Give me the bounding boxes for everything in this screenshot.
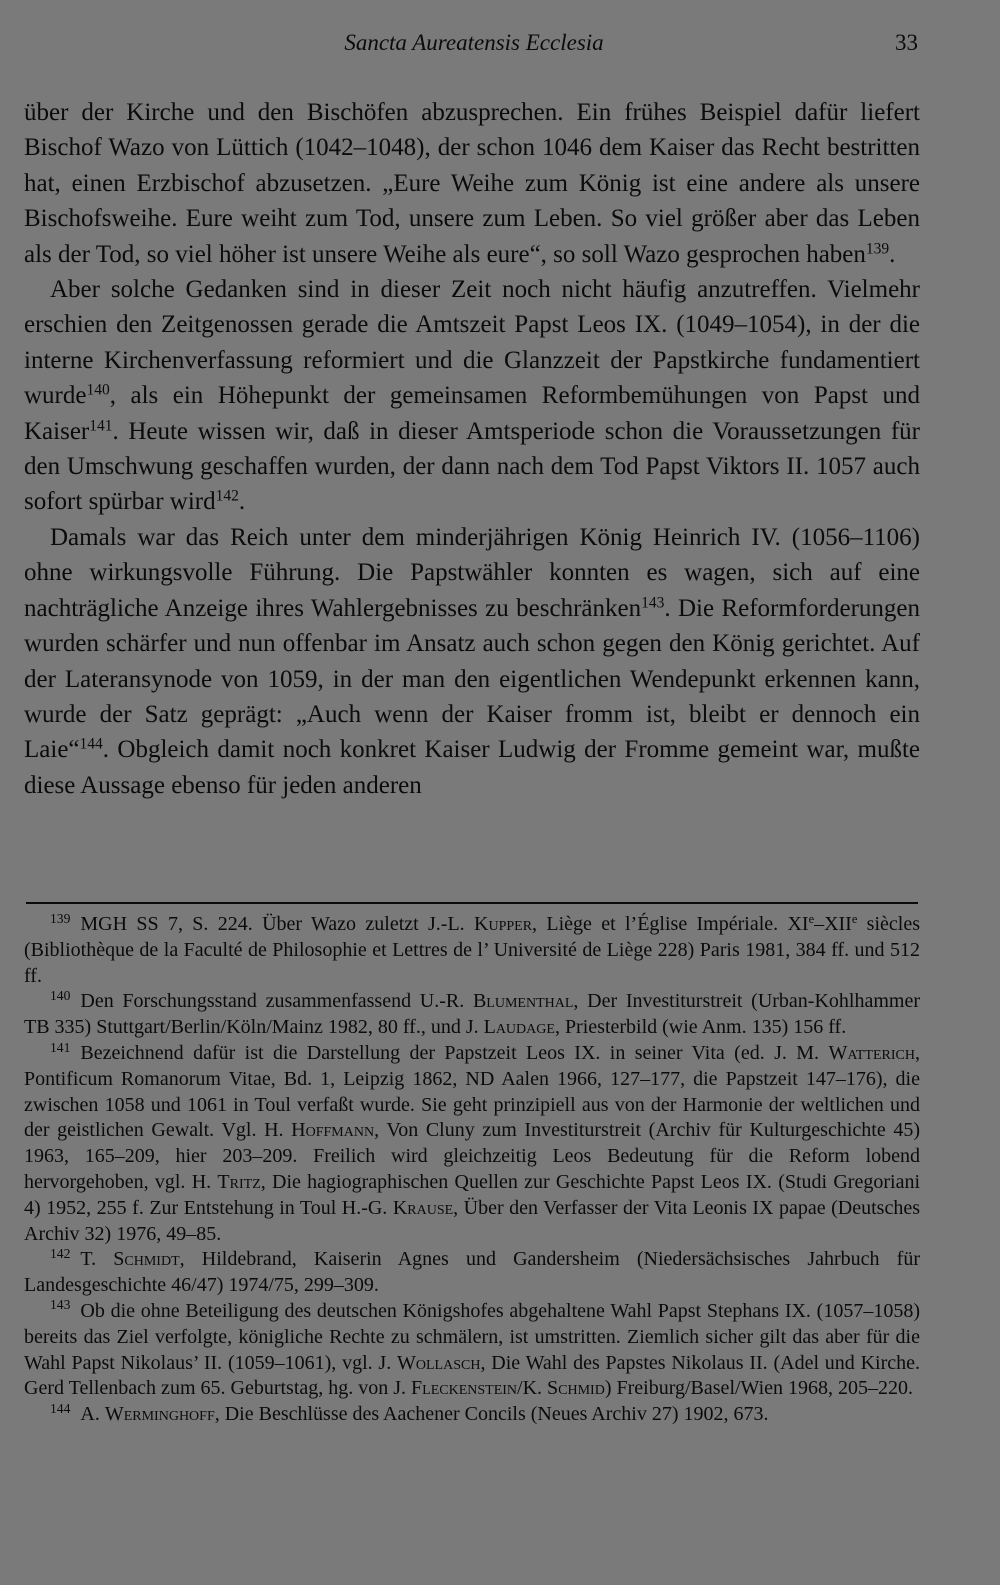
footnote-number: 139 [50, 910, 71, 926]
footnote-ref[interactable]: 143 [641, 594, 665, 612]
footnote-143: $^{143}$ Ob die ohne Beteiligung des deutschen Königshofes abgehaltene Wahl Papst Stephans IX. (1057–1058) bereits das Ziel verfolgte, königliche Rechte zu schmälern, ist umstritten. Ziemlich sicher gilt das aber für die Wahl Papst Nikolaus’ II. (1059–1061), vgl. J. Wollasch, Die Wahl des Papstes Nikolaus II. (Adel und Kirche. Gerd Tellenbach zum 65. Geburtstag, hg. von J. Fleckenstein/K. Schmid) Freiburg/Basel/Wien 1968, 205–220. [24, 1297, 921, 1400]
paragraph-2: Aber solche Gedanken sind in dieser Zeit noch nicht häufig anzutreffen. Vielmehr erschien den Zeitgenossen gerade die Amtszeit Papst Leos IX. (1049–1054), in der die interne Kirchenverfassung reformiert und die Glanzzeit der Papstkirche fundamentiert wurde$^{140}$, als ein Höhepunkt der gemeinsamen Reformbemühungen von Papst und Kaiser$^{141}$. Heute wissen wir, daß in dieser Amtsperiode schon die Voraussetzungen für den Umschwung geschaffen wurden, der dann nach dem Tod Papst Viktors II. 1057 auch sofort spürbar wird$^{142}$. [24, 276, 920, 516]
footnote-divider [26, 902, 918, 904]
running-title: Sancta Aureatensis Ecclesia [344, 30, 604, 55]
footnote-140: $^{140}$ Den Forschungsstand zusammenfassend U.-R. Blumenthal, Der Investiturstreit (Urban-Kohlhammer TB 335) Stuttgart/Berlin/Köln/Mainz 1982, 80 ff., und J. Laudage, Priesterbild (wie Anm. 135) 156 ff. [24, 987, 920, 1039]
footnote-number: 144 [50, 1400, 71, 1416]
footnote-ref[interactable]: 142 [215, 487, 239, 505]
footnote-number: 141 [50, 1039, 71, 1055]
running-header [30, 26, 918, 60]
footnote-ref[interactable]: 141 [89, 417, 113, 435]
paragraph-3: Damals war das Reich unter dem minderjährigen König Heinrich IV. (1056–1106) ohne wirkungsvolle Führung. Die Papstwähler konnten es wagen, sich auf eine nachträgliche Anzeige ihres Wahlergebnisses zu beschränken$^{143}$. Die Reformforderungen wurden schärfer und nun offenbar im Ansatz auch schon gegen den König gerichtet. Auf der Lateransynode von 1059, in der man den eigentlichen Wendepunkt erkennen kann, wurde der Satz geprägt: „Auch wenn der Kaiser fromm ist, bleibt er dennoch ein Laie“$^{144}$. Obgleich damit noch konkret Kaiser Ludwig der Fromme gemeint war, mußte diese Aussage ebenso für jeden anderen [24, 523, 920, 799]
footnote-ref[interactable]: 139 [865, 240, 890, 258]
footnote-139: $^{139}$ MGH SS 7, S. 224. Über Wazo zuletzt J.-L. Kupper, Liège et l’Église Impériale. XIe–XIIe siècles (Bibliothèque de la Faculté de Philosophie et Lettres de l’ Université de Liège 228) Paris 1981, 384 ff. und 512 ff. [24, 910, 920, 987]
footnotes [24, 912, 920, 1428]
footnote-142: $^{142}$ T. Schmidt, Hildebrand, Kaiserin Agnes und Gandersheim (Niedersächsisches Jahrbuch für Landesgeschichte 46/47) 1974/75, 299–309. [24, 1245, 920, 1297]
main-text [24, 95, 920, 803]
footnote-number: 143 [50, 1297, 71, 1313]
footnote-144: $^{144}$ A. Werminghoff, Die Beschlüsse des Aachener Concils (Neues Archiv 27) 1902, 673. [50, 1400, 769, 1426]
footnote-ref[interactable]: 144 [79, 735, 103, 753]
footnote-141: $^{141}$ Bezeichnend dafür ist die Darstellung der Papstzeit Leos IX. in seiner Vita (ed. J. M. Watterich, Pontificum Romanorum Vitae, Bd. 1, Leipzig 1862, ND Aalen 1966, 127–177, die Papstzeit 147–176), die zwischen 1058 und 1061 in Toul verfaßt wurde. Sie geht prinzipiell aus von der Harmonie der weltlichen und der geistlichen Gewalt. Vgl. H. Hoffmann, Von Cluny zum Investiturstreit (Archiv für Kulturgeschichte 45) 1963, 165–209, hier 203–209. Freilich wird gleichzeitig Leos Bedeutung für die Reform lobend hervorgehoben, vgl. H. Tritz, Die hagiographischen Quellen zur Geschichte Papst Leos IX. (Studi Gregoriani 4) 1952, 255 f. Zur Entstehung in Toul H.-G. Krause, Über den Verfasser der Vita Leonis IX papae (Deutsches Archiv 32) 1976, 49–85. [24, 1039, 920, 1245]
page-number: 33 [895, 30, 918, 55]
footnote-ref[interactable]: 140 [86, 381, 110, 399]
paragraph-1: über der Kirche und den Bischöfen abzusprechen. Ein frühes Beispiel dafür liefert Bischof Wazo von Lüttich (1042–1048), der schon 1046 dem Kaiser das Recht bestritten hat, einen Erzbischof abzusetzen. „Eure Weihe zum König ist eine andere als unsere Bischofsweihe. Eure weiht zum Tod, unsere zum Leben. So viel größer aber das Leben als der Tod, so viel höher ist unsere Weihe als eure“, so soll Wazo gesprochen haben$^{139}$. [24, 99, 920, 268]
footnote-number: 140 [50, 987, 71, 1003]
footnote-number: 142 [50, 1245, 71, 1261]
